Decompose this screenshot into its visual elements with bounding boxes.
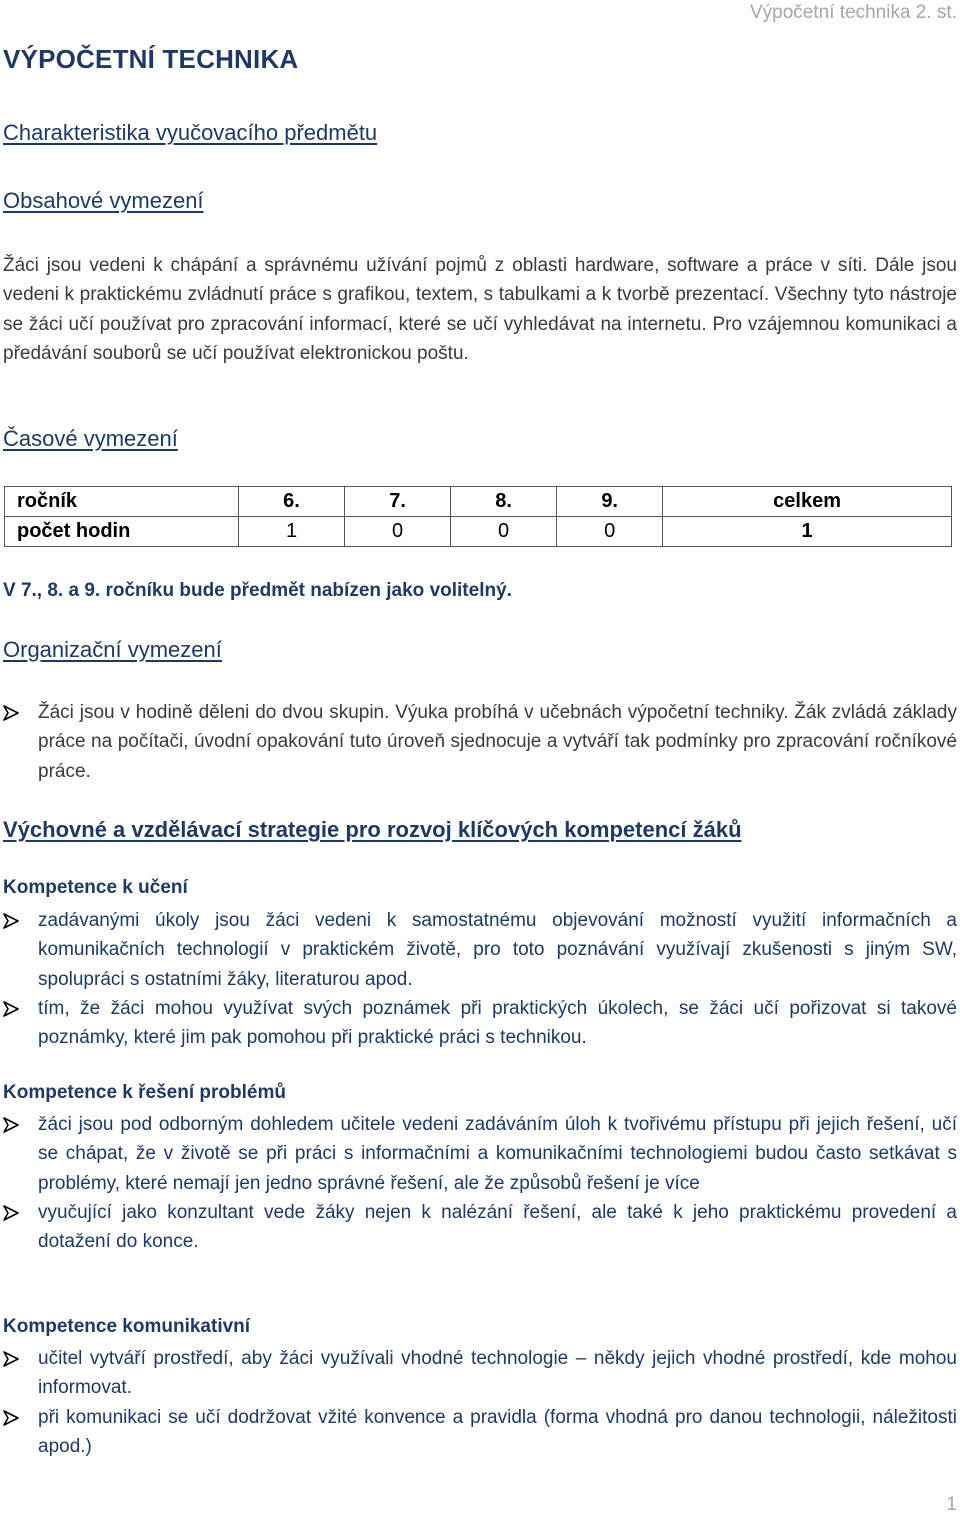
list-item	[3, 994, 957, 1053]
list-item-text: Žáci jsou v hodině děleni do dvou skupin. Výuka probíhá v učebnách výpočetní techniky. Žák zvládá základy práce na počítači, úvodní opakování tuto úroveň sjednocuje a vytváří tak podmínky pro zpracování ročníkové práce.	[38, 702, 957, 782]
hours-table-values-row	[5, 517, 952, 547]
section-heading-time: Časové vymezení	[3, 426, 178, 451]
arrowhead-bullet-icon	[3, 1205, 19, 1221]
list-item	[3, 698, 957, 786]
subheading-communication: Kompetence komunikativní	[3, 1316, 251, 1337]
hours-value-cell: 1	[663, 517, 952, 547]
list-item-text: vyučující jako konzultant vede žáky nejen k nalézání řešení, ale také k jeho praktickému provedení a dotažení do konce.	[38, 1201, 957, 1253]
hours-header-cell: 8.	[451, 487, 557, 517]
hours-header-cell: ročník	[5, 487, 239, 517]
hours-value-cell: 0	[451, 517, 557, 547]
subheading-problems: Kompetence k řešení problémů	[3, 1082, 286, 1103]
hours-value-cell: 0	[345, 517, 451, 547]
arrowhead-bullet-icon	[3, 1351, 19, 1367]
page-number: 1	[946, 1494, 957, 1515]
list-item	[3, 906, 957, 994]
elective-note: V 7., 8. a 9. ročníku bude předmět nabízen jako volitelný.	[3, 580, 512, 601]
list-item-text: zadávanými úkoly jsou žáci vedeni k samostatnému objevování možností využití informačních a komunikačních technologií v praktickém životě, pro toto poznávání využívají zkušenosti s jiným SW, spolupráci s ostatními žáky, literaturou apod.	[38, 910, 957, 990]
problems-list	[3, 1110, 957, 1256]
page-title: VÝPOČETNÍ TECHNIKA	[3, 44, 299, 74]
communication-list	[3, 1344, 957, 1461]
list-item	[3, 1110, 957, 1198]
arrowhead-bullet-icon	[3, 705, 19, 721]
hours-header-cell: celkem	[663, 487, 952, 517]
list-item-text: učitel vytváří prostředí, aby žáci využívali vhodné technologie – někdy jejich vhodné prostředí, kde mohou informovat.	[38, 1348, 957, 1399]
arrowhead-bullet-icon	[3, 1117, 19, 1133]
arrowhead-bullet-icon	[3, 1001, 19, 1017]
hours-header-cell: 9.	[557, 487, 663, 517]
list-item-text: tím, že žáci mohou využívat svých poznámek při praktických úkolech, se žáci učí pořizovat si takové poznámky, které jim pak pomohou při praktické práci s technikou.	[38, 997, 957, 1049]
section-heading-strategies: Výchovné a vzdělávací strategie pro rozvoj klíčových kompetencí žáků	[3, 817, 742, 842]
list-item	[3, 1198, 957, 1257]
learning-list	[3, 906, 957, 1052]
running-header: Výpočetní technika 2. st.	[749, 2, 957, 23]
content-paragraph: Žáci jsou vedeni k chápání a správnému užívání pojmů z oblasti hardware, software a práce v síti. Dále jsou vedeni k praktickému zvládnutí práce s grafikou, textem, s tabulkami a k tvorbě prezentací. Všechny tyto nástroje se žáci učí používat pro zpracování informací, které se učí vyhledávat na internetu. Pro vzájemnou komunikaci a předávání souborů se učí používat elektronickou poštu.	[3, 255, 957, 364]
list-item-text: při komunikaci se učí dodržovat vžité konvence a pravidla (forma vhodná pro danou technologii, náležitosti apod.)	[38, 1406, 957, 1457]
list-item	[3, 1344, 957, 1403]
section-heading-content: Obsahové vymezení	[3, 188, 204, 213]
list-item	[3, 1403, 957, 1462]
arrowhead-bullet-icon	[3, 913, 19, 929]
section-heading-characteristics: Charakteristika vyučovacího předmětu	[3, 120, 378, 145]
hours-table-header-row	[5, 487, 952, 517]
subheading-learning: Kompetence k učení	[3, 877, 188, 898]
list-item-text: žáci jsou pod odborným dohledem učitele vedeni zadáváním úloh k tvořivému přístupu při jejich řešení, učí se chápat, že v životě se při práci s informačními a komunikačními technologiemi budou často setkávat s problémy, které nemají jen jedno správné řešení, ale že způsobů řešení je více	[38, 1114, 957, 1194]
hours-value-cell: 0	[557, 517, 663, 547]
hours-value-cell: 1	[239, 517, 345, 547]
hours-value-cell: počet hodin	[5, 517, 239, 547]
hours-header-cell: 6.	[239, 487, 345, 517]
organization-list	[3, 698, 957, 786]
arrowhead-bullet-icon	[3, 1410, 19, 1426]
hours-table	[4, 486, 952, 547]
hours-header-cell: 7.	[345, 487, 451, 517]
section-heading-organization: Organizační vymezení	[3, 637, 222, 662]
